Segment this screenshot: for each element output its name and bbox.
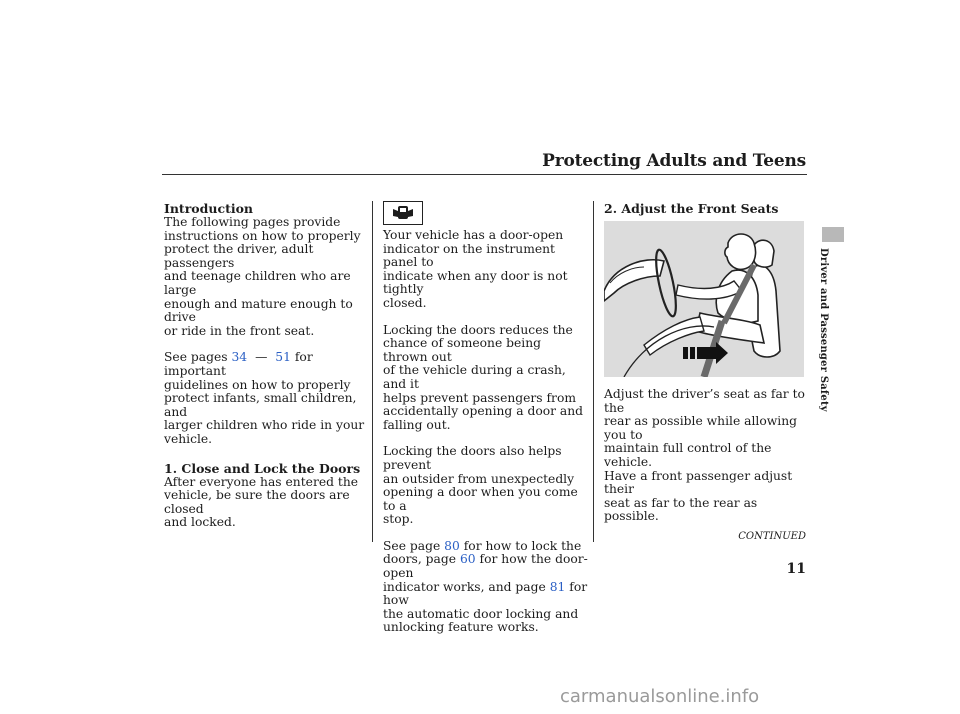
text-line [164,351,369,378]
header-rule [162,174,807,175]
text-fragment: doors, page [383,552,457,567]
column-divider-right [593,201,594,542]
text-line: opening a door when you come to a [383,485,578,513]
text-line: The following pages provide [164,215,341,229]
column-divider-left [372,201,373,542]
text-line: of the vehicle during a crash, and it [383,363,566,391]
section-tab-marker [822,227,844,242]
page-link-34[interactable]: 34 [231,350,248,365]
text-line: larger children who ride in your [164,418,365,433]
continued-label: CONTINUED [738,531,806,542]
text-line: helps prevent passengers from [383,390,577,405]
step1-heading: 1. Close and Lock the Doors [164,460,361,476]
page-title: Protecting Adults and Teens [542,151,806,171]
text-line: Your vehicle has a door-open [383,228,564,242]
page-link-81[interactable]: 81 [549,579,566,594]
text-line: accidentally opening a door and [383,404,584,419]
text-line: and teenage children who are large [164,269,351,297]
text-fragment: for how to lock the [463,538,582,553]
text-line: Adjust the driver’s seat as far to the [604,387,805,415]
text-line: Locking the doors also helps prevent [383,444,562,472]
step2-text [604,388,809,524]
page-link-51[interactable]: 51 [275,350,291,365]
text-line: and locked. [164,515,236,530]
locking-reduces-paragraph [383,324,588,433]
text-line: or ride in the front seat. [164,323,315,338]
text-line: instructions on how to properly [164,228,361,243]
text-line: rear as possible while allowing you to [604,414,797,442]
text-line [383,553,588,580]
text-line: stop. [383,512,414,527]
text-line [383,581,588,608]
text-line: unlocking feature works. [383,620,539,635]
door-open-indicator-icon [383,201,423,225]
column-2 [383,229,588,635]
text-line: vehicle, be sure the doors are closed [164,488,350,516]
see-pages-paragraph [164,351,369,446]
text-fragment: indicator works, and page [383,579,546,594]
seat-adjustment-illustration [604,221,804,377]
page-link-80[interactable]: 80 [444,538,460,553]
text-line: guidelines on how to properly [164,377,351,392]
text-line: Locking the doors reduces the [383,322,573,337]
text-line: protect infants, small children, and [164,391,357,419]
see-pages-label: See pages [164,350,228,365]
text-line: an outsider from unexpectedly [383,471,575,486]
locking-prevents-paragraph [383,445,588,527]
column-1 [164,202,369,530]
introduction-heading: Introduction [164,201,254,216]
text-line: closed. [383,295,427,310]
side-section-label-text: Driver and Passenger Safety [818,248,829,412]
watermark-text: carmanualsonline.info [560,686,760,707]
text-line: the automatic door locking and [383,606,579,621]
text-line [383,540,588,554]
text-line: maintain full control of the vehicle. [604,441,772,469]
door-indicator-paragraph [383,229,588,311]
text-line: indicator on the instrument panel to [383,241,555,270]
page-number: 11 [786,561,806,577]
text-line: vehicle. [164,431,213,446]
text-fragment: See page [383,538,441,553]
page-link-60[interactable]: 60 [459,552,476,567]
text-fragment: for how the door-open [383,552,588,581]
range-dash: — [255,350,268,365]
text-line: indicate when any door is not tightly [383,268,568,297]
text-line: falling out. [383,417,451,432]
step1-text [164,476,369,530]
side-section-label [816,248,832,412]
text-line: Have a front passenger adjust their [604,468,793,497]
introduction-text [164,216,369,338]
text-line: enough and mature enough to drive [164,296,353,325]
text-line: After everyone has entered the [164,474,359,489]
text-line: protect the driver, adult passengers [164,242,314,270]
page-references-paragraph [383,540,588,635]
text-fragment: for how [383,579,588,608]
text-line: chance of someone being thrown out [383,336,542,364]
text-line: seat as far to the rear as possible. [604,495,758,524]
step2-heading: 2. Adjust the Front Seats [604,201,779,216]
see-pages-suffix: for important [164,350,313,378]
